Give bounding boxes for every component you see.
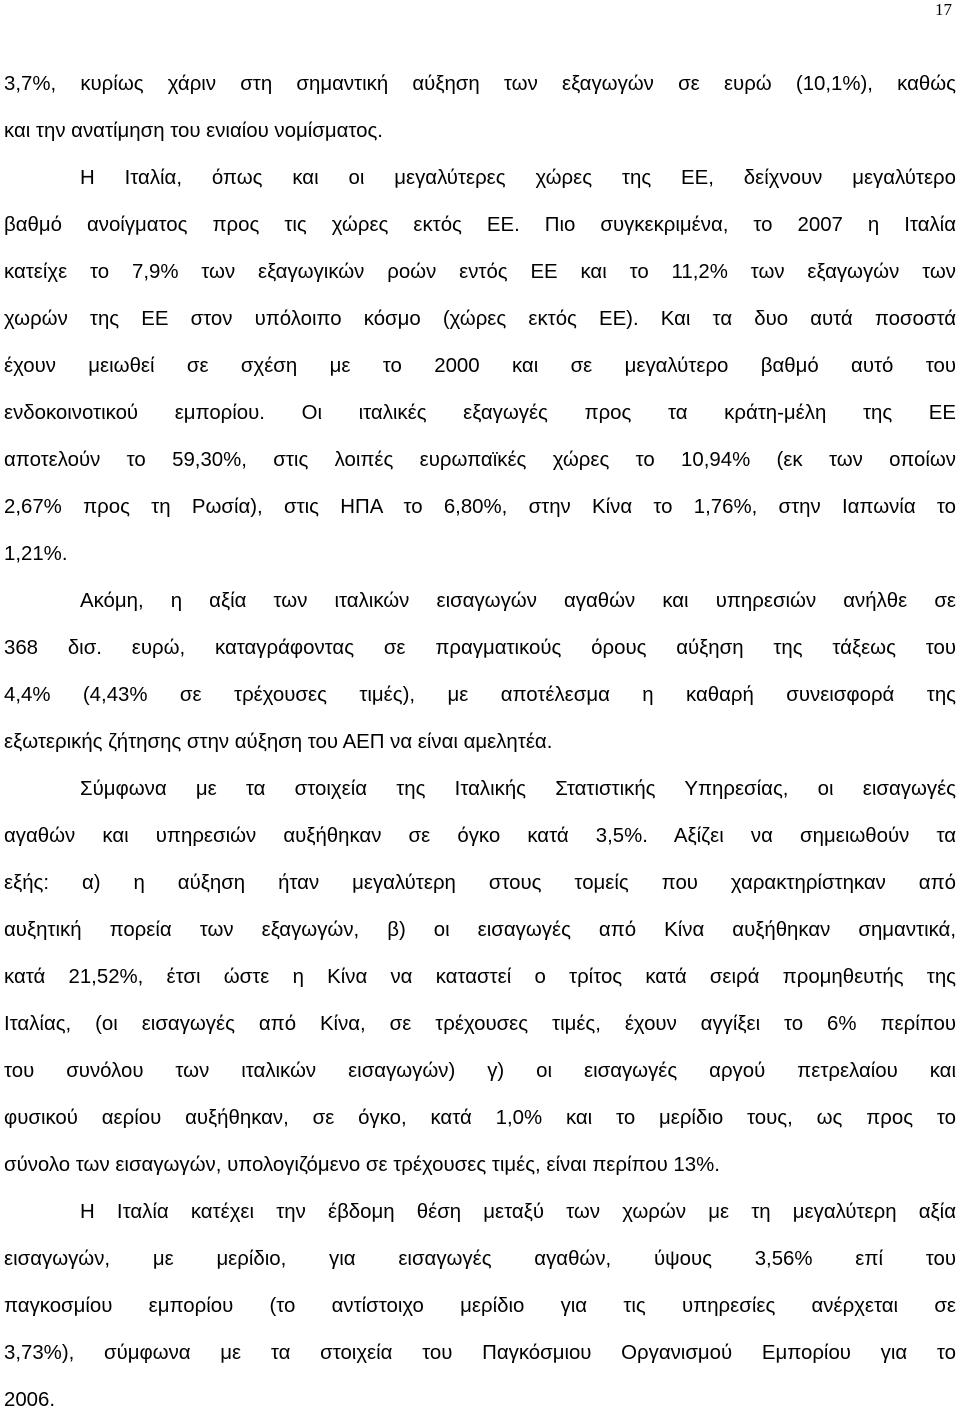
- text-line: φυσικού αερίου αυξήθηκαν, σε όγκο, κατά 1,0% και το μερίδιο τους, ως προς το: [4, 1107, 956, 1129]
- paragraph: [4, 1189, 956, 1424]
- text-line: εξωτερικής ζήτησης στην αύξηση του ΑΕΠ να είναι αμελητέα.: [4, 731, 553, 753]
- text-line: αποτελούν το 59,30%, στις λοιπές ευρωπαϊκές χώρες το 10,94% (εκ των οποίων: [4, 449, 956, 471]
- paragraph: [4, 155, 956, 578]
- text-line: αυξητική πορεία των εξαγωγών, β) οι εισαγωγές από Κίνα αυξήθηκαν σημαντικά,: [4, 919, 956, 941]
- paragraph: [4, 766, 956, 1189]
- text-line: 2006.: [4, 1389, 56, 1411]
- text-line: Ακόμη, η αξία των ιταλικών εισαγωγών αγαθών και υπηρεσιών ανήλθε σε: [80, 590, 956, 612]
- text-line: 2,67% προς τη Ρωσία), στις ΗΠΑ το 6,80%, στην Κίνα το 1,76%, στην Ιαπωνία το: [4, 496, 956, 518]
- text-line: 368 δισ. ευρώ, καταγράφοντας σε πραγματικούς όρους αύξηση της τάξεως του: [4, 637, 956, 659]
- page-number: 17: [935, 0, 952, 19]
- text-line: και την ανατίμηση του ενιαίου νομίσματος.: [4, 120, 383, 142]
- text-line: Ιταλίας, (οι εισαγωγές από Κίνα, σε τρέχουσες τιμές, έχουν αγγίξει το 6% περίπου: [4, 1013, 956, 1035]
- text-line: κατά 21,52%, έτσι ώστε η Κίνα να καταστεί ο τρίτος κατά σειρά προμηθευτής της: [4, 966, 956, 988]
- text-line: έχουν μειωθεί σε σχέση με το 2000 και σε μεγαλύτερο βαθμό αυτό του: [4, 355, 956, 377]
- text-line: 3,73%), σύμφωνα με τα στοιχεία του Παγκόσμιου Οργανισμού Εμπορίου για το: [4, 1342, 956, 1364]
- text-line: εισαγωγών, με μερίδιο, για εισαγωγές αγαθών, ύψους 3,56% επί του: [4, 1248, 956, 1270]
- text-line: σύνολο των εισαγωγών, υπολογιζόμενο σε τρέχουσες τιμές, είναι περίπου 13%.: [4, 1154, 720, 1176]
- text-line: Η Ιταλία κατέχει την έβδομη θέση μεταξύ των χωρών με τη μεγαλύτερη αξία: [80, 1201, 956, 1223]
- text-line: χωρών της ΕΕ στον υπόλοιπο κόσμο (χώρες εκτός ΕΕ). Και τα δυο αυτά ποσοστά: [4, 308, 956, 330]
- text-line: παγκοσμίου εμπορίου (το αντίστοιχο μερίδιο για τις υπηρεσίες ανέρχεται σε: [4, 1295, 956, 1317]
- paragraph: [4, 578, 956, 766]
- text-line: κατείχε το 7,9% των εξαγωγικών ροών εντός ΕΕ και το 11,2% των εξαγωγών των: [4, 261, 956, 283]
- text-line: Σύμφωνα με τα στοιχεία της Ιταλικής Στατιστικής Υπηρεσίας, οι εισαγωγές: [80, 778, 956, 800]
- text-line: αγαθών και υπηρεσιών αυξήθηκαν σε όγκο κατά 3,5%. Αξίζει να σημειωθούν τα: [4, 825, 956, 847]
- text-line: 1,21%.: [4, 543, 68, 565]
- text-line: βαθμό ανοίγματος προς τις χώρες εκτός ΕΕ. Πιο συγκεκριμένα, το 2007 η Ιταλία: [4, 214, 956, 236]
- document-body: [4, 61, 956, 1424]
- text-line: του συνόλου των ιταλικών εισαγωγών) γ) οι εισαγωγές αργού πετρελαίου και: [4, 1060, 956, 1082]
- text-line: Η Ιταλία, όπως και οι μεγαλύτερες χώρες της ΕΕ, δείχνουν μεγαλύτερο: [80, 167, 956, 189]
- paragraph: [4, 61, 956, 155]
- text-line: 3,7%, κυρίως χάριν στη σημαντική αύξηση των εξαγωγών σε ευρώ (10,1%), καθώς: [4, 73, 956, 95]
- text-line: 4,4% (4,43% σε τρέχουσες τιμές), με αποτέλεσμα η καθαρή συνεισφορά της: [4, 684, 956, 706]
- text-line: εξής: α) η αύξηση ήταν μεγαλύτερη στους τομείς που χαρακτηρίστηκαν από: [4, 872, 956, 894]
- text-line: ενδοκοινοτικού εμπορίου. Οι ιταλικές εξαγωγές προς τα κράτη-μέλη της ΕΕ: [4, 402, 956, 424]
